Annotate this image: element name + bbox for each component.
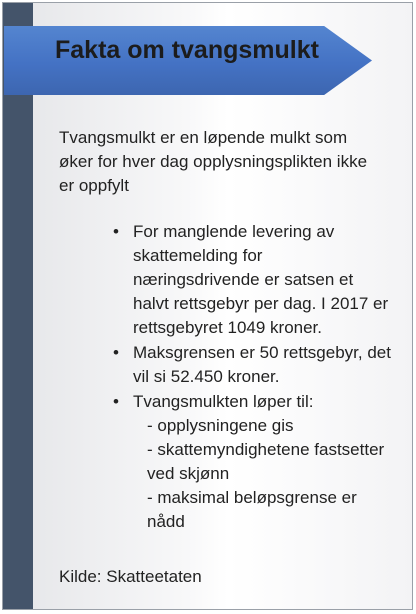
bullet-icon: • [113,392,119,411]
bullet-icon: • [113,343,119,362]
sub-item: - maksimal beløpsgrense er nådd [147,488,357,531]
bullet-item [113,341,391,389]
bullet-icon: • [113,222,119,241]
sub-item: - opplysningene gis [147,416,294,435]
card-content [59,126,399,535]
bullet-list [59,220,391,534]
fact-card [2,2,413,610]
intro-text: Tvangsmulkt er en løpende mulkt som øker for hver dag opplysningsplikten ikke er oppfylt [59,128,368,195]
sub-item: - skattemyndighetene fastsetter ved skjønn [147,440,385,483]
bullet-item [113,220,391,340]
sub-list [133,414,391,534]
bullet-text: Maksgrensen er 50 rettsgebyr, det vil si 52.450 kroner. [133,343,391,386]
bullet-item [113,390,391,534]
source-text: Kilde: Skatteetaten [59,567,202,586]
card-title: Fakta om tvangsmulkt [55,36,319,64]
bullet-text: Tvangsmulkten løper til: [133,392,314,411]
bullet-text: For manglende levering av skattemelding for næringsdrivende er satsen et halvt rettsgebyr per dag. I 2017 er rettsgebyret 1049 kroner. [133,222,389,337]
